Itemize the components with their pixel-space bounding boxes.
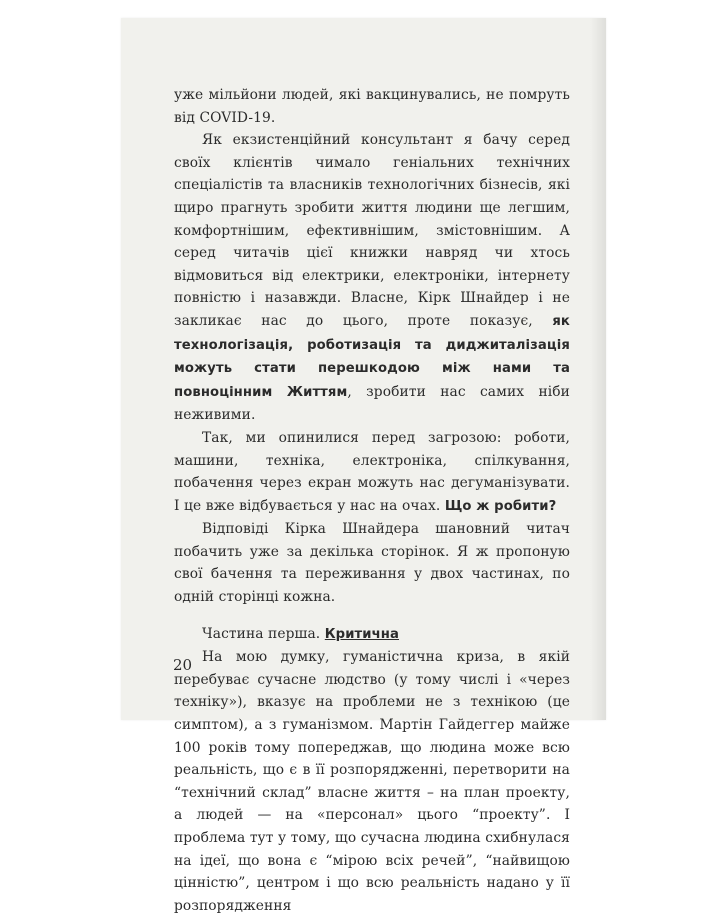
- paragraph-1: уже мільйони людей, які вакцинувались, не помруть від COVID-19.: [174, 87, 570, 126]
- page-number: 20: [173, 656, 193, 674]
- part-title: Критична: [324, 626, 400, 642]
- section-gap: [174, 609, 570, 623]
- bold-phrase-technologization: як технологізація, роботизація та диджиталізація можуть стати перешкодою між нами та повноцінним Життям: [174, 313, 570, 400]
- paragraph-5: На мою думку, гуманістична криза, в якій перебуває сучасне людство (у тому числі і «через техніку»), вказує на проблеми не з технікою (це симптом), а з гуманізмом. Мартін Гайдеггер майже 100 років тому попереджав, що людина може всю реальність, що є в її розпорядженні, перетворити на “технічний склад” власне життя – на план проекту, а людей — на «персонал» цього “проекту”. І проблема тут у тому, що сучасна людина схибнулася на ідеї, що вона є “мірою всіх речей”, “найвищою цінністю”, центром і що всю реальність надано у її розпорядження: [174, 649, 570, 914]
- page-spine-shadow: [590, 18, 606, 720]
- part-heading: Частина перша. Критична: [202, 625, 400, 642]
- bold-question: Що ж робити?: [444, 498, 557, 514]
- book-page: [121, 18, 606, 914]
- body-text: [174, 84, 570, 917]
- paragraph-4: Відповіді Кірка Шнайдера шановний читач побачить уже за декілька сторінок. Я ж пропоную свої бачення та переживання у двох частинах, по одній сторінці кожна.: [174, 521, 570, 606]
- paragraph-3: Так, ми опинилися перед загрозою: роботи, машини, техніка, електроніка, спілкування, побачення через екран можуть нас дегуманізувати. І це вже відбувається у нас на очах. Що ж робити?: [174, 429, 570, 514]
- paragraph-2: Як екзистенційний консультант я бачу серед своїх клієнтів чимало геніальних технічних спеціалістів та власників технологічних бізнесів, які щиро прагнуть зробити життя людини ще легшим, комфортнішим, ефективнішим, змістовнішим. А серед читачів цієї книжки навряд чи хтось відмовиться від електрики, електроніки, інтернету повністю і назавжди. Власне, Кірк Шнайдер і не закликає нас до цього, проте показує, як технологізація, роботизація та диджиталізація можуть стати перешкодою між нами та повноцінним Життям, зробити нас самих ніби неживими.: [174, 132, 570, 424]
